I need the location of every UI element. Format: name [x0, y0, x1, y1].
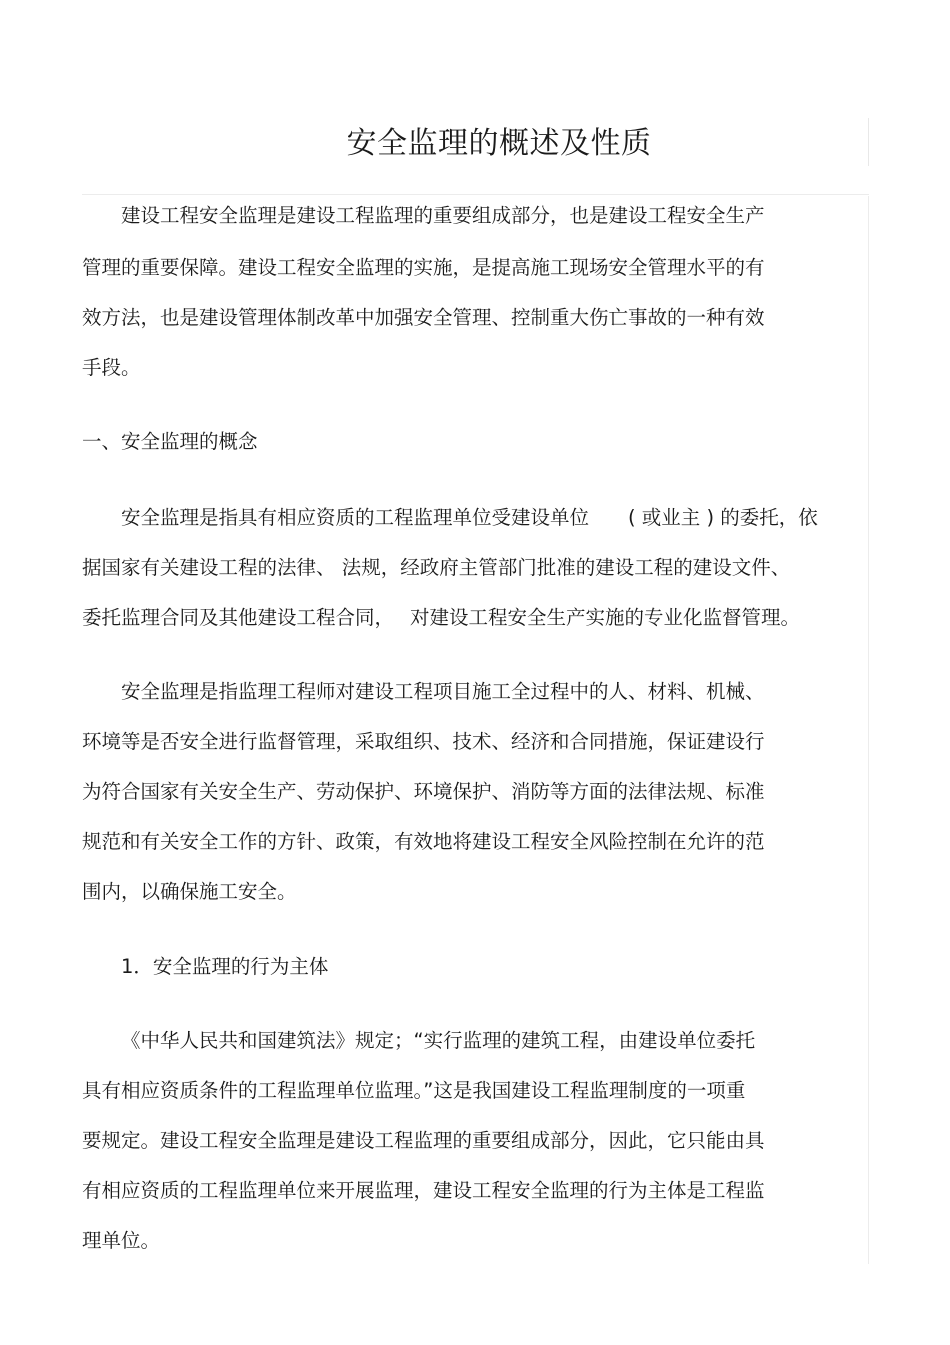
paragraph-line: 《中华人民共和国建筑法》规定；“实行监理的建筑工程，由建设单位委托 — [121, 1029, 756, 1052]
paragraph-line: 手段。 — [82, 356, 141, 379]
paragraph-line: 管理的重要保障。建设工程安全监理的实施，是提高施工现场安全管理水平的有 — [82, 256, 765, 279]
paragraph-line: 围内，以确保施工安全。 — [82, 880, 297, 903]
paragraph-line: 建设工程安全监理是建设工程监理的重要组成部分，也是建设工程安全生产 — [121, 204, 765, 227]
subsection-heading: 1．安全监理的行为主体 — [121, 955, 329, 978]
paragraph-line: 要规定。建设工程安全监理是建设工程监理的重要组成部分，因此，它只能由具 — [82, 1129, 765, 1152]
paragraph-line: 效方法，也是建设管理体制改革中加强安全管理、控制重大伤亡事故的一种有效 — [82, 306, 765, 329]
section-heading: 一、安全监理的概念 — [82, 430, 258, 453]
paragraph-line: 环境等是否安全进行监督管理，采取组织、技术、经济和合同措施，保证建设行 — [82, 730, 765, 753]
paragraph-line: 有相应资质的工程监理单位来开展监理，建设工程安全监理的行为主体是工程监 — [82, 1179, 765, 1202]
paragraph-line: 具有相应资质条件的工程监理单位监理。”这是我国建设工程监理制度的一项重 — [82, 1079, 746, 1102]
paragraph-line: 委托监理合同及其他建设工程合同， 对建设工程安全生产实施的专业化监督管理。 — [82, 606, 800, 629]
paragraph-line: 据国家有关建设工程的法律、 法规，经政府主管部门批准的建设工程的建设文件、 — [82, 556, 791, 579]
page-title: 安全监理的概述及性质 — [346, 126, 652, 161]
paragraph-line: 理单位。 — [82, 1229, 161, 1252]
margin-rule-right — [868, 196, 869, 1264]
paragraph-line: 安全监理是指具有相应资质的工程监理单位受建设单位 ( 或业主 ) 的委托，依 — [121, 506, 818, 529]
paragraph-line: 为符合国家有关安全生产、劳动保护、环境保护、消防等方面的法律法规、标准 — [82, 780, 765, 803]
paragraph-line: 安全监理是指监理工程师对建设工程项目施工全过程中的人、材料、机械、 — [121, 680, 765, 703]
title-divider — [82, 194, 869, 195]
margin-rule-top — [868, 118, 869, 166]
paragraph-line: 规范和有关安全工作的方针、政策，有效地将建设工程安全风险控制在允许的范 — [82, 830, 765, 853]
